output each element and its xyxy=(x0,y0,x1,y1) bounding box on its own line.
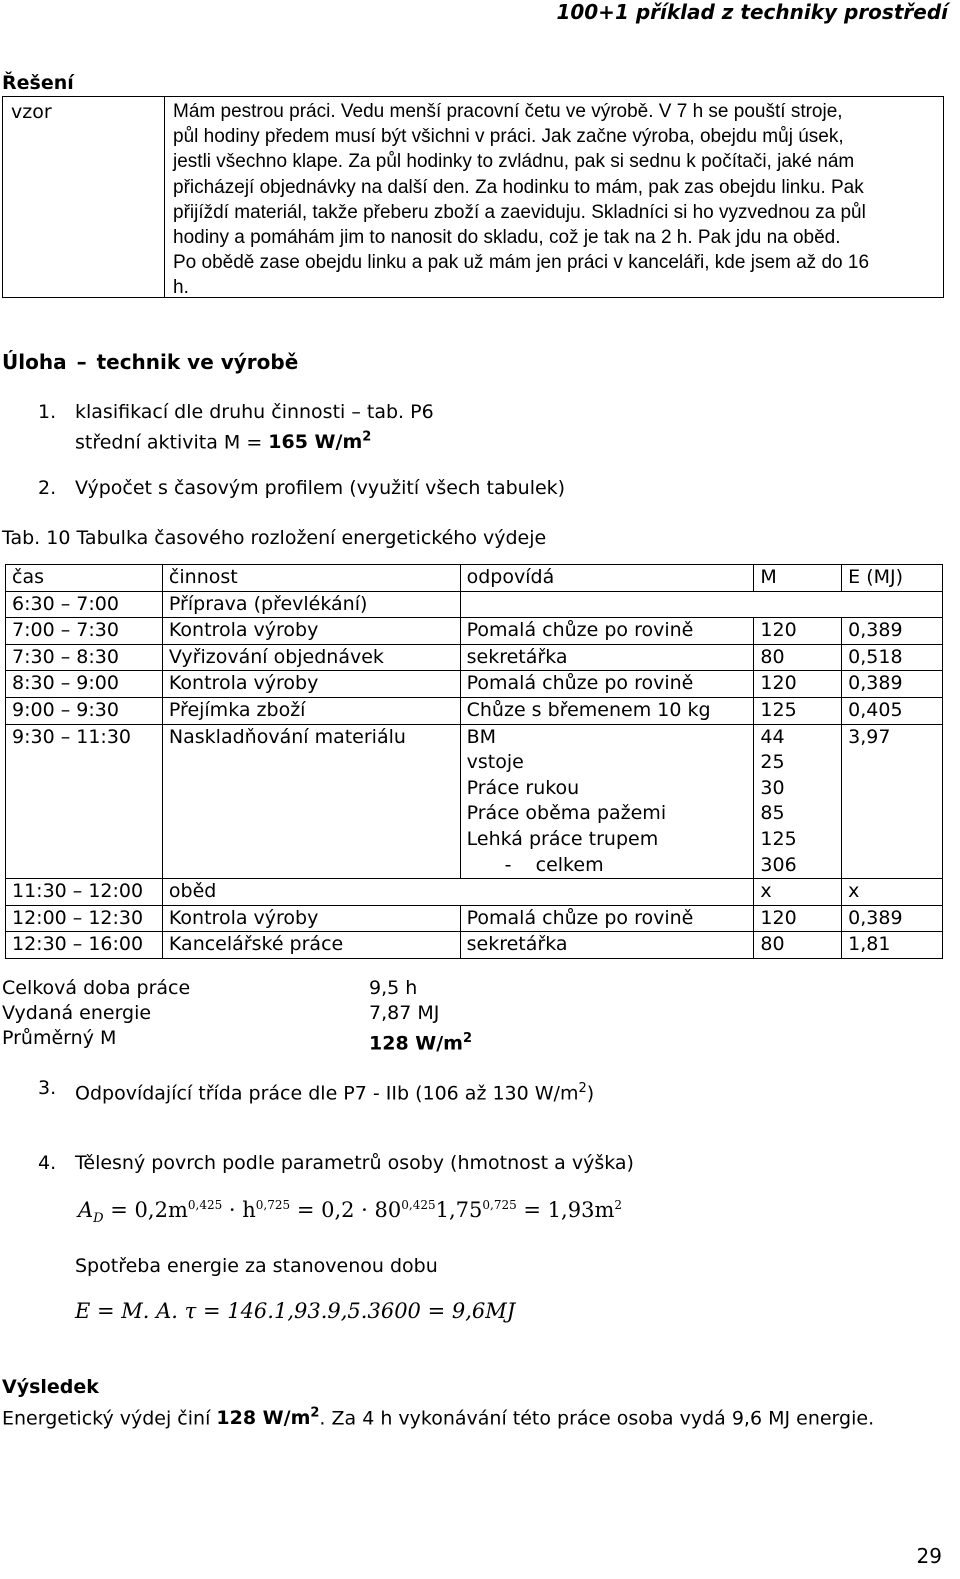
task-title-a: Úloha xyxy=(2,350,67,374)
energy-label: Vydaná energie xyxy=(2,1002,152,1024)
total-time-value: 9,5 h xyxy=(369,977,418,999)
energy-formula: E = M. A. τ = 146.1,93.9,5.3600 = 9,6MJ xyxy=(75,1299,516,1323)
cell-e: x xyxy=(842,879,943,906)
page-number: 29 xyxy=(916,1544,942,1568)
header-cell: E (MJ) xyxy=(842,565,943,592)
task-heading xyxy=(2,350,298,374)
step-4-number: 4. xyxy=(38,1152,57,1174)
cell-m: 120 xyxy=(754,671,842,698)
table-row xyxy=(6,905,943,932)
sample-box xyxy=(2,96,944,298)
m-item: 306 xyxy=(760,853,797,876)
match-item: Práce rukou xyxy=(466,776,580,799)
cell-e: 3,97 xyxy=(842,724,943,879)
cell-e: 0,405 xyxy=(842,697,943,724)
header-cell: činnost xyxy=(162,565,460,592)
cell-activity: Kontrola výroby xyxy=(162,905,460,932)
m-item: 85 xyxy=(760,802,785,825)
cell-activity: Vyřizování objednávek xyxy=(162,644,460,671)
cell-e: 0,389 xyxy=(842,671,943,698)
step-1-line1: klasifikací dle druhu činnosti – tab. P6 xyxy=(75,401,434,423)
avg-m-label: Průměrný M xyxy=(2,1027,117,1049)
cell-m: 80 xyxy=(754,644,842,671)
table-row xyxy=(6,671,943,698)
sample-line: Po obědě zase obejdu linku a pak už mám jen práci v kanceláři, kde jsem až do 16 xyxy=(173,252,870,274)
cell-activity: Přejímka zboží xyxy=(162,697,460,724)
cell-activity: Kancelářské práce xyxy=(162,932,460,959)
cell-time: 7:00 – 7:30 xyxy=(6,618,163,645)
table-header-row xyxy=(6,565,943,592)
step-1-number: 1. xyxy=(38,401,57,423)
table-row xyxy=(6,697,943,724)
m-item: 44 xyxy=(760,725,785,748)
step-1-line2 xyxy=(75,425,371,455)
cell-activity: Naskladňování materiálu xyxy=(162,724,460,879)
header-cell: čas xyxy=(6,565,163,592)
m-item: 30 xyxy=(760,776,785,799)
cell-activity: Kontrola výroby xyxy=(162,671,460,698)
cell-m: 120 xyxy=(754,905,842,932)
match-item: BM xyxy=(466,725,497,748)
match-item: Lehká práce trupem xyxy=(466,827,659,850)
cell-time: 11:30 – 12:00 xyxy=(6,879,163,906)
result-heading: Výsledek xyxy=(2,1376,99,1398)
body-surface-formula: $A_D = 0,2m^{0,425} \cdot h^{0,725} = 0,2 \cdot 80^{0,425}1,75^{0,725} = 1,93m^2$ xyxy=(78,1198,622,1227)
sample-line: přijíždí materiál, takže přeberu zboží a zaeviduju. Skladníci si ho vyzvednou za půl xyxy=(173,201,866,223)
sample-line: půl hodiny předem musí být všichni v práci. Jak začne výroba, obejdu můj úsek, xyxy=(173,126,844,148)
cell-match: Pomalá chůze po rovině xyxy=(460,671,754,698)
cell-time: 9:00 – 9:30 xyxy=(6,697,163,724)
avg-m-value: 128 $W/m^2$ xyxy=(369,1031,473,1055)
task-dash: – xyxy=(76,350,87,374)
step-1-prefix: střední aktivita M = xyxy=(75,431,269,454)
table-row xyxy=(6,879,943,906)
cell-m: 125 xyxy=(754,697,842,724)
table-row xyxy=(6,618,943,645)
cell-m: x xyxy=(754,879,842,906)
sample-line: h. xyxy=(173,277,189,299)
cell-match-list xyxy=(460,724,754,879)
cell-match: Chůze s břemenem 10 kg xyxy=(460,697,754,724)
m-item: 125 xyxy=(760,827,797,850)
cell-m-list xyxy=(754,724,842,879)
step-3-text: Odpovídající třída práce dle P7 - IIb (106 až 130 $W/m^2$) xyxy=(75,1081,595,1105)
cell-time: 12:00 – 12:30 xyxy=(6,905,163,932)
step-4-text: Tělesný povrch podle parametrů osoby (hmotnost a výška) xyxy=(75,1152,634,1174)
cell-match: sekretářka xyxy=(460,932,754,959)
step-1-value: 165 $W/m^2$ xyxy=(268,430,372,454)
step-2-text: Výpočet s časovým profilem (využití všech tabulek) xyxy=(75,477,566,499)
cell-m: 120 xyxy=(754,618,842,645)
result-text: Energetický výdej činí 128 $W/m^2$. Za 4 h vykonávání této práce osoba vydá 9,6 MJ energie. xyxy=(2,1406,875,1430)
page-header: 100+1 příklad z techniky prostředí xyxy=(556,0,948,24)
cell-m xyxy=(754,591,842,618)
cell-activity: oběd xyxy=(162,879,460,906)
step-3-number: 3. xyxy=(38,1077,57,1099)
sample-label: vzor xyxy=(3,97,165,297)
cell-time: 9:30 – 11:30 xyxy=(6,724,163,879)
cell-match xyxy=(460,879,754,906)
step-1 xyxy=(0,400,960,454)
m-item: 25 xyxy=(760,751,785,774)
cell-time: 8:30 – 9:00 xyxy=(6,671,163,698)
cell-e: 0,518 xyxy=(842,644,943,671)
cell-m: 80 xyxy=(754,932,842,959)
step-2-number: 2. xyxy=(38,477,57,499)
match-item: Práce oběma pažemi xyxy=(466,802,667,825)
total-time-label: Celková doba práce xyxy=(2,977,191,999)
sample-line: hodiny a pomáhám jim to nanosit do skladu, což je tak na 2 h. Pak jdu na oběd. xyxy=(173,227,841,249)
cell-e: 1,81 xyxy=(842,932,943,959)
table-row xyxy=(6,591,943,618)
cell-e: 0,389 xyxy=(842,905,943,932)
match-item: - celkem xyxy=(504,853,604,876)
cell-time: 12:30 – 16:00 xyxy=(6,932,163,959)
cell-match: Pomalá chůze po rovině xyxy=(460,905,754,932)
cell-time: 7:30 – 8:30 xyxy=(6,644,163,671)
energy-value: 7,87 MJ xyxy=(369,1002,440,1024)
table-row xyxy=(6,932,943,959)
table-row xyxy=(6,644,943,671)
cell-e: 0,389 xyxy=(842,618,943,645)
cell-e xyxy=(842,591,943,618)
cell-match: sekretářka xyxy=(460,644,754,671)
cell-activity: Příprava (převlékání) xyxy=(162,591,460,618)
header-cell: odpovídá xyxy=(460,565,754,592)
cell-match: Pomalá chůze po rovině xyxy=(460,618,754,645)
sample-line: jestli všechno klape. Za půl hodinky to zvládnu, pak si sednu k počítači, jaké nám xyxy=(173,151,855,173)
summary-block xyxy=(2,976,602,1055)
table-caption: Tab. 10 Tabulka časového rozložení energetického výdeje xyxy=(2,527,547,549)
cell-match xyxy=(460,591,754,618)
header-cell: M xyxy=(754,565,842,592)
match-item: vstoje xyxy=(466,751,524,774)
task-title-b: technik ve výrobě xyxy=(96,350,299,374)
energy-table xyxy=(5,564,943,959)
consumption-label: Spotřeba energie za stanovenou dobu xyxy=(75,1255,438,1277)
sample-text xyxy=(173,97,933,301)
sample-line: Mám pestrou práci. Vedu menší pracovní četu ve výrobě. V 7 h se pouští stroje, xyxy=(173,101,843,122)
sample-line: přicházejí objednávky na další den. Za hodinku to mám, pak zas obejdu linku. Pak xyxy=(173,176,864,198)
table-row-multi xyxy=(6,724,943,879)
cell-activity: Kontrola výroby xyxy=(162,618,460,645)
cell-time: 6:30 – 7:00 xyxy=(6,591,163,618)
solution-heading: Řešení xyxy=(2,72,74,94)
